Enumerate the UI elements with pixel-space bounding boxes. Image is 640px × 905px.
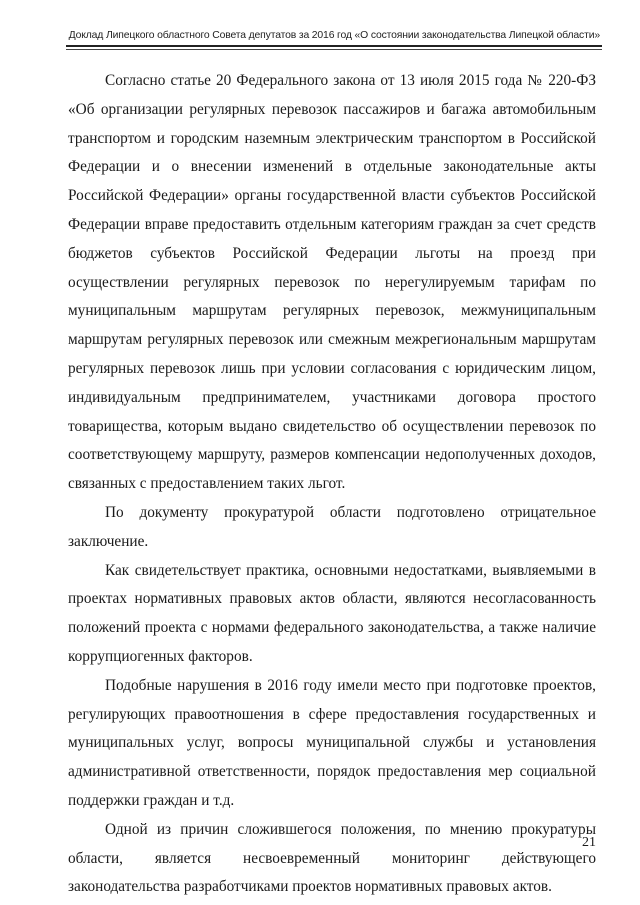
paragraph: Одной из причин сложившегося положения, по мнению прокуратуры области, является несвоевременный мониторинг действующего законодательства разработчиками проектов нормативных правовых актов. bbox=[68, 820, 596, 896]
paragraph: По документу прокуратурой области подготовлено отрицательное заключение. bbox=[68, 503, 596, 550]
header-rule-thin bbox=[66, 49, 602, 50]
paragraph: Согласно статье 20 Федерального закона от 13 июля 2015 года № 220-ФЗ «Об организации регулярных перевозок пассажиров и багажа автомобильным транспортом и городским наземным электрическим транспортом в Российской Федерации и о внесении изменений в отдельные законодательные акты Российской Федерации» органы государственной власти субъектов Российской Федерации вправе предоставить отдельным категориям граждан за счет средств бюджетов субъектов Российской Федерации льготы на проезд при осуществлении регулярных перевозок по нерегулируемым тарифам по муниципальным маршрутам регулярных перевозок, межмуниципальным маршрутам регулярных перевозок или смежным межрегиональным маршрутам регулярных перевозок лишь при условии согласования с юридическим лицом, индивидуальным предпринимателем, участниками договора простого товарищества, которым выдано свидетельство об осуществлении перевозок по соответствующему маршруту, размеров компенсации недополученных доходов, связанных с предоставлением таких льгот. bbox=[68, 72, 596, 493]
running-header: Доклад Липецкого областного Совета депутатов за 2016 год «О состоянии законодательства Липецкой области» bbox=[68, 30, 600, 41]
header-rule bbox=[66, 45, 602, 47]
paragraph: Как свидетельствует практика, основными недостатками, выявляемыми в проектах нормативных правовых актов области, являются несогласованность положений проекта с нормами федерального законодательства, а также наличие коррупциогенных факторов. bbox=[68, 561, 596, 665]
paragraph: Подобные нарушения в 2016 году имели место при подготовке проектов, регулирующих правоотношения в сфере предоставления государственных и муниципальных услуг, вопросы муниципальной службы и установления административной ответственности, порядок предоставления мер социальной поддержки граждан и т.д. bbox=[68, 676, 596, 809]
document-body bbox=[68, 67, 596, 902]
page-number: 21 bbox=[582, 835, 596, 850]
